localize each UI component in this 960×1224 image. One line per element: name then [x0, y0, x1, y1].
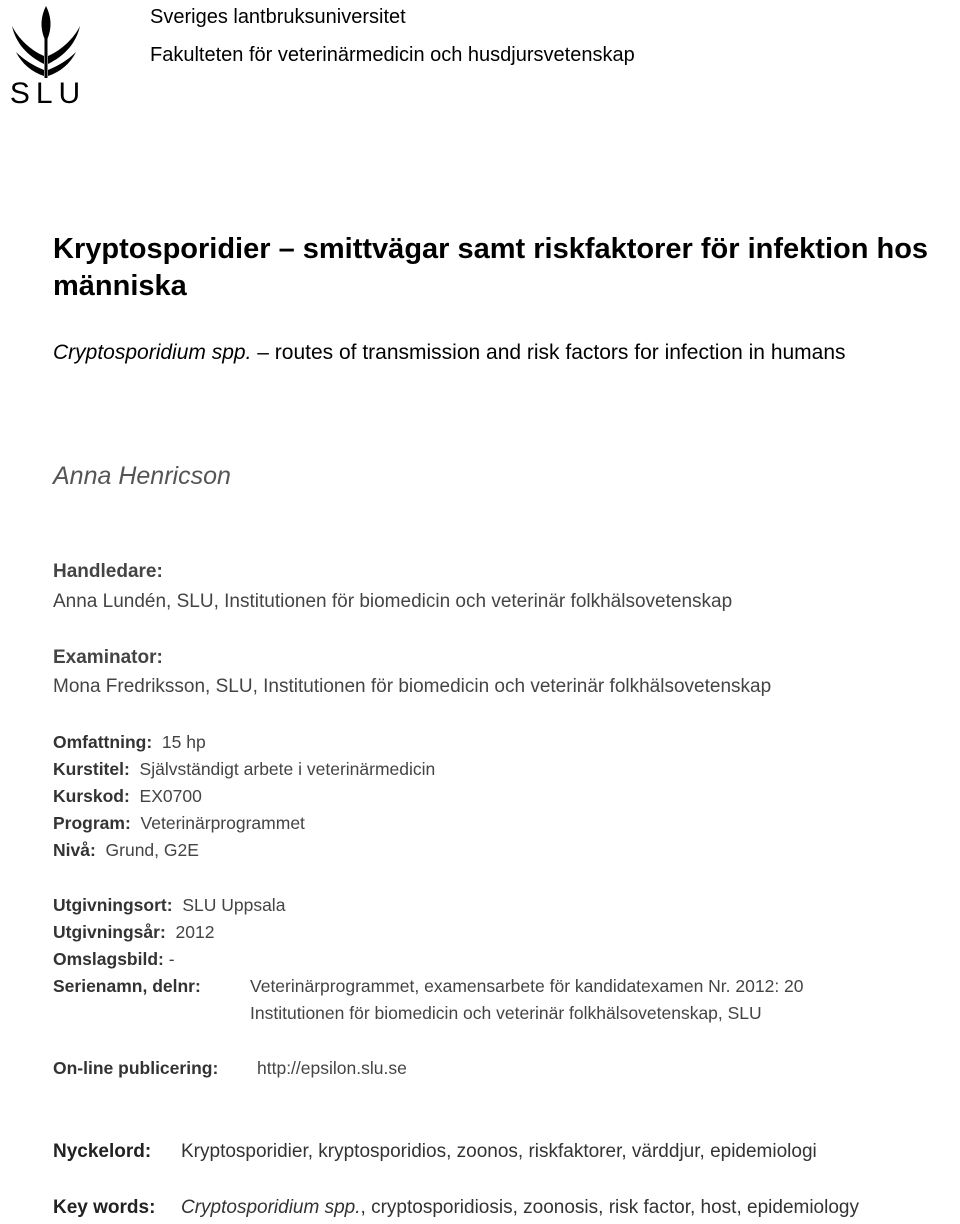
course-scope-value: 15 hp	[161, 732, 206, 752]
examiner-value: Mona Fredriksson, SLU, Institutionen för biomedicin och veterinär folkhälsovetenskap	[53, 676, 772, 697]
keywords-english-rest: , cryptosporidiosis, zoonosis, risk factor, host, epidemiology	[360, 1197, 859, 1218]
series-value-line-2: Institutionen för biomedicin och veterinär folkhälsovetenskap, SLU	[250, 1003, 762, 1023]
keywords-swedish-value: Kryptosporidier, kryptosporidios, zoonos, riskfaktorer, värddjur, epidemiologi	[181, 1141, 817, 1162]
keywords-species-name: Cryptosporidium spp.	[181, 1197, 361, 1218]
faculty-name: Fakulteten för veterinärmedicin och husdjursvetenskap	[150, 44, 635, 66]
publication-place-row	[53, 895, 285, 916]
publication-place-label: Utgivningsort:	[53, 895, 173, 915]
course-code-value: EX0700	[139, 786, 202, 806]
keywords-english-value	[181, 1197, 859, 1219]
keywords-swedish-label: Nyckelord:	[53, 1141, 152, 1162]
supervisor-value: Anna Lundén, SLU, Institutionen för biomedicin och veterinär folkhälsovetenskap	[53, 591, 733, 612]
level-value: Grund, G2E	[105, 840, 199, 860]
level-row	[53, 840, 199, 861]
online-publication-label: On-line publicering:	[53, 1058, 219, 1078]
course-title-row	[53, 759, 435, 780]
level-label: Nivå:	[53, 840, 96, 860]
cover-image-label: Omslagsbild:	[53, 949, 164, 969]
keywords-english-label: Key words:	[53, 1197, 156, 1218]
english-subtitle	[53, 341, 846, 365]
course-scope-row	[53, 732, 206, 753]
course-code-label: Kurskod:	[53, 786, 130, 806]
course-title-label: Kurstitel:	[53, 759, 130, 779]
publication-year-row	[53, 922, 214, 943]
series-value-line-1: Veterinärprogrammet, examensarbete för kandidatexamen Nr. 2012: 20	[250, 976, 804, 996]
examiner-label: Examinator:	[53, 647, 163, 668]
page-title-line-2: människa	[53, 270, 187, 302]
publication-place-value: SLU Uppsala	[182, 895, 286, 915]
publication-year-value: 2012	[175, 922, 215, 942]
series-label: Serienamn, delnr:	[53, 976, 201, 996]
university-name: Sveriges lantbruksuniversitet	[150, 6, 406, 28]
plant-emblem-icon	[12, 6, 80, 78]
cover-image-value: -	[168, 949, 175, 969]
cover-image-row	[53, 949, 175, 970]
program-label: Program:	[53, 813, 131, 833]
course-scope-label: Omfattning:	[53, 732, 153, 752]
course-title-value: Självständigt arbete i veterinärmedicin	[139, 759, 436, 779]
online-publication-link[interactable]: http://epsilon.slu.se	[257, 1058, 407, 1078]
publication-year-label: Utgivningsår:	[53, 922, 166, 942]
supervisor-label: Handledare:	[53, 561, 163, 582]
species-name: Cryptosporidium spp.	[53, 341, 252, 364]
logo-text: SLU	[9, 77, 87, 106]
program-value: Veterinärprogrammet	[140, 813, 305, 833]
subtitle-rest: – routes of transmission and risk factors for infection in humans	[251, 341, 846, 364]
course-code-row	[53, 786, 202, 807]
page-title-line-1: Kryptosporidier – smittvägar samt riskfaktorer för infektion hos	[53, 233, 929, 265]
author-name: Anna Henricson	[53, 462, 231, 490]
program-row	[53, 813, 305, 834]
slu-logo	[6, 4, 90, 106]
